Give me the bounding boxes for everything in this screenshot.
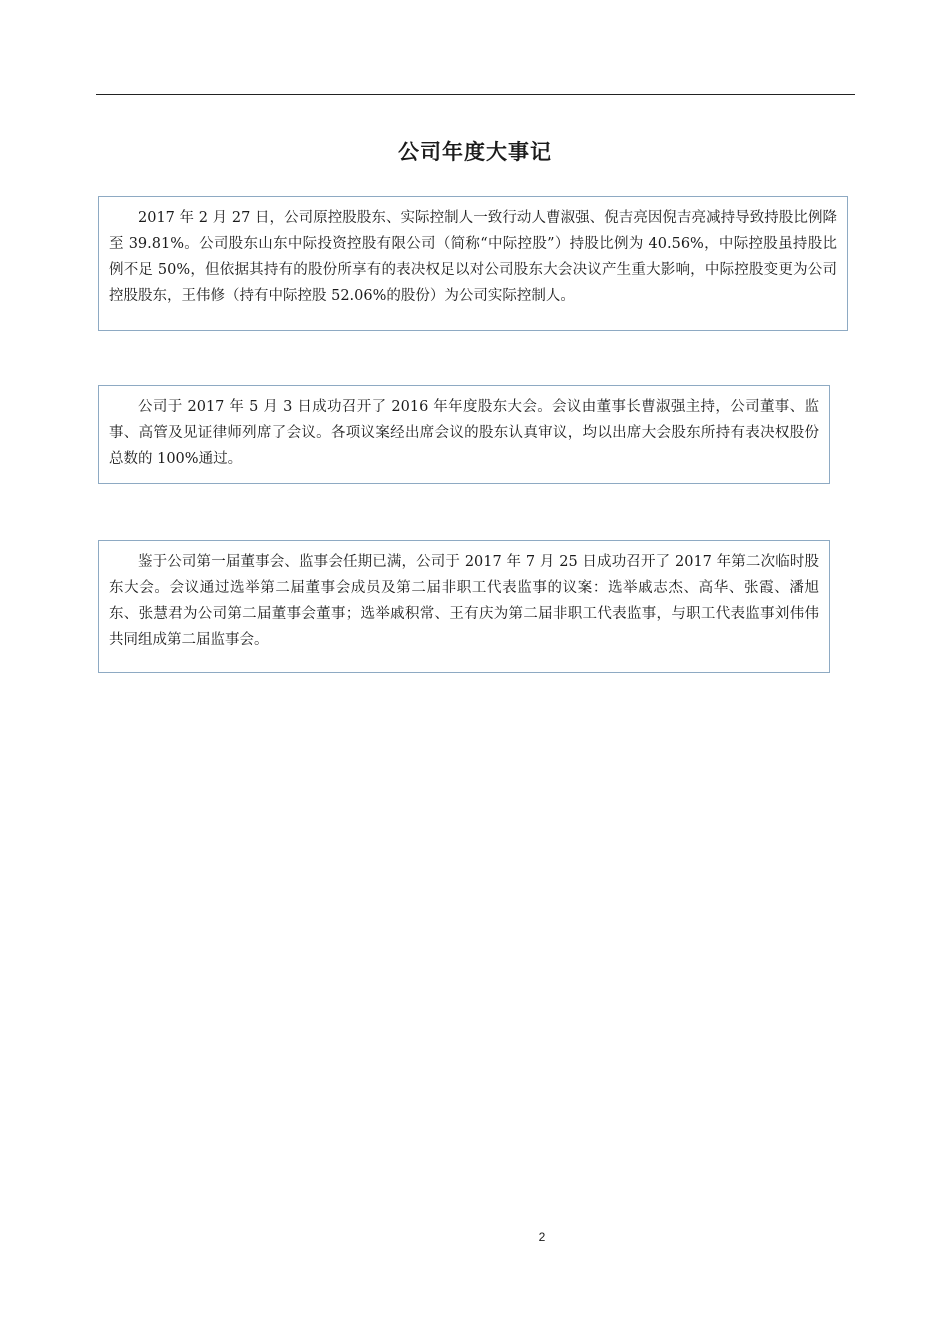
event-box-2: 公司于 2017 年 5 月 3 日成功召开了 2016 年年度股东大会。会议由董事长曹淑强主持，公司董事、监事、高管及见证律师列席了会议。各项议案经出席会议的股东认真审议，均以出席大会股东所持有表决权股份总数的 100%通过。 <box>98 385 830 484</box>
event-box-3: 鉴于公司第一届董事会、监事会任期已满，公司于 2017 年 7 月 25 日成功召开了 2017 年第二次临时股东大会。会议通过选举第二届董事会成员及第二届非职工代表监事的议案：选举戚志杰、高华、张霞、潘旭东、张慧君为公司第二届董事会董事；选举戚积常、王有庆为第二届非职工代表监事，与职工代表监事刘伟伟共同组成第二届监事会。 <box>98 540 830 673</box>
event-box-1: 2017 年 2 月 27 日，公司原控股股东、实际控制人一致行动人曹淑强、倪吉亮因倪吉亮减持导致持股比例降至 39.81%。公司股东山东中际投资控股有限公司（简称“中际控股”）持股比例为 40.56%，中际控股虽持股比例不足 50%，但依据其持有的股份所享有的表决权足以对公司股东大会决议产生重大影响，中际控股变更为公司控股股东，王伟修（持有中际控股 52.06%的股份）为公司实际控制人。 <box>98 196 848 331</box>
header-rule <box>96 94 855 95</box>
page-number: 2 <box>538 1230 546 1244</box>
page-title: 公司年度大事记 <box>398 140 552 164</box>
